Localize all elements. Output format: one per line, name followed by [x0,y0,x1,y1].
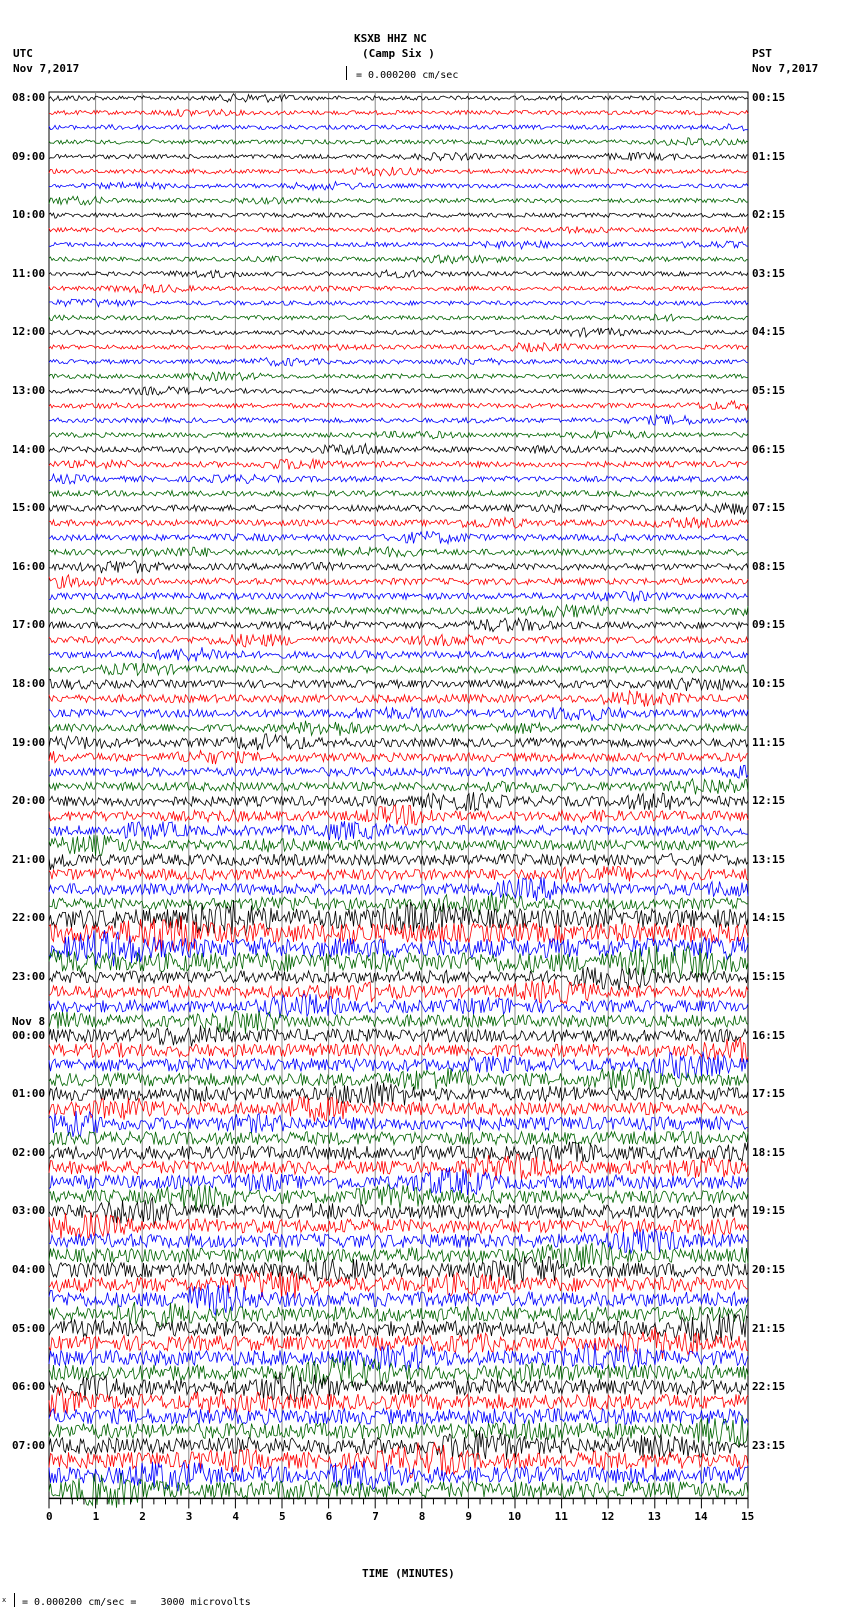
seismic-trace [49,474,748,484]
left-hour-label: 22:00 [12,911,46,925]
left-hour-label: 07:00 [12,1438,46,1452]
seismic-trace [49,152,748,160]
seismic-trace [49,967,748,990]
date-change-label: Nov 8 [12,1014,46,1028]
left-hour-label: 19:00 [12,735,46,749]
left-hour-label: 16:00 [12,559,46,573]
right-hour-label: 15:15 [752,970,786,983]
seismic-trace [49,1229,748,1253]
x-tick-label: 5 [279,1510,286,1524]
x-tick-label: 14 [694,1510,708,1524]
seismic-trace [49,835,748,857]
x-tick-label: 6 [325,1510,333,1524]
seismic-trace [49,401,748,410]
seismic-trace [49,1327,748,1359]
seismic-trace [49,634,748,647]
seismic-trace [49,765,748,778]
seismic-trace [49,866,748,883]
right-hour-label: 14:15 [752,911,786,925]
x-tick-label: 11 [554,1510,568,1524]
seismic-trace [49,531,748,544]
right-hour-label: 03:15 [752,266,786,280]
seismic-trace [49,1430,748,1460]
right-hour-label: 02:15 [752,208,786,222]
seismic-trace [49,213,748,218]
seismic-trace [49,1167,748,1195]
seismic-trace [49,358,748,366]
left-hour-label: 02:00 [12,1145,46,1159]
seismic-trace [49,663,748,676]
seismic-trace [49,314,748,321]
left-date: Nov 7,2017 [13,62,80,75]
x-tick-label: 3 [185,1510,193,1524]
scale-label: = 0.000200 cm/sec [356,70,459,81]
left-hour-label: 03:00 [12,1204,46,1218]
right-hour-label: 06:15 [752,442,786,456]
right-hour-label: 08:15 [752,559,786,573]
seismic-trace [49,877,748,901]
left-hour-label: 12:00 [12,325,46,339]
seismic-trace [49,299,748,307]
right-hour-label: 19:15 [752,1204,786,1218]
right-date: Nov 7,2017 [752,62,819,75]
seismic-trace [49,1443,748,1478]
seismic-trace [49,196,748,205]
right-hour-label: 01:15 [752,149,786,163]
seismic-trace [49,1131,748,1145]
seismic-trace [49,691,748,707]
left-hour-label: 23:00 [12,970,46,983]
seismic-trace [49,491,748,497]
seismic-trace [49,444,748,455]
left-timezone: UTC [13,47,33,60]
seismic-trace [49,618,748,632]
left-hour-label: 09:00 [12,149,46,163]
seismic-trace [49,994,748,1018]
right-hour-label: 13:15 [752,852,786,866]
right-hour-label: 16:15 [752,1028,786,1042]
right-hour-label: 05:15 [752,384,786,397]
seismic-trace [49,1409,748,1425]
seismic-trace [49,1011,748,1034]
seismic-trace [49,892,748,915]
seismic-trace [49,678,748,691]
seismic-trace [49,821,748,840]
x-tick-label: 2 [139,1510,146,1524]
right-hour-label: 00:15 [752,91,786,104]
right-hour-label: 22:15 [752,1380,786,1394]
seismic-trace [49,328,748,337]
left-hour-label: 14:00 [12,442,46,456]
seismic-trace [49,1357,748,1387]
left-hour-label: 08:00 [12,91,46,104]
right-hour-label: 12:15 [752,794,786,808]
x-tick-label: 13 [647,1510,662,1524]
x-tick-label: 4 [232,1510,240,1524]
seismic-trace [49,503,748,514]
seismic-trace [49,226,748,233]
right-hour-label: 18:15 [752,1145,786,1159]
seismic-trace [49,124,748,131]
seismic-trace [49,792,748,811]
seismic-trace [49,255,748,264]
x-tick-label: 0 [46,1510,53,1524]
seismic-trace [49,591,748,601]
left-hour-label: 00:00 [12,1028,46,1042]
right-hour-label: 10:15 [752,677,786,690]
seismic-trace [49,1111,748,1137]
station-title: KSXB HHZ NC [354,32,427,45]
right-hour-label: 09:15 [752,618,786,632]
footer-scale-bar-icon [14,1593,15,1607]
seismic-trace [49,1184,748,1210]
seismic-trace [49,138,748,146]
seismic-trace [49,343,748,352]
seismic-trace [49,854,748,870]
seismic-trace [49,94,748,103]
x-tick-label: 7 [372,1510,379,1524]
seismic-trace [49,430,748,439]
left-hour-label: 04:00 [12,1263,46,1276]
left-hour-label: 05:00 [12,1321,46,1335]
x-tick-label: 12 [601,1510,615,1524]
seismic-trace [49,561,748,574]
seismic-trace [49,270,748,278]
right-hour-label: 17:15 [752,1087,786,1101]
right-hour-label: 20:15 [752,1263,786,1276]
left-hour-label: 10:00 [12,208,46,222]
left-hour-label: 06:00 [12,1380,46,1394]
seismic-trace [49,415,748,425]
seismic-trace [49,751,748,765]
right-hour-label: 23:15 [752,1438,786,1452]
seismic-trace [49,182,748,191]
seismic-trace [49,1242,748,1269]
right-hour-label: 11:15 [752,735,786,749]
seismic-trace [49,604,748,617]
x-tick-label: 9 [465,1510,473,1524]
seismic-trace [49,372,748,381]
left-hour-label: 17:00 [12,618,46,632]
seismic-trace [49,721,748,736]
left-hour-label: 11:00 [12,266,46,280]
x-axis-label: TIME (MINUTES) [362,1567,455,1580]
seismic-trace [49,284,748,293]
seismic-trace [49,1415,748,1446]
seismic-trace [49,459,748,469]
seismic-trace [49,734,748,750]
left-hour-label: 18:00 [12,677,46,690]
left-hour-label: 20:00 [12,794,46,808]
left-hour-label: 21:00 [12,852,46,866]
seismic-trace [49,779,748,795]
right-hour-label: 07:15 [752,501,786,515]
seismic-trace [49,1037,748,1062]
seismic-trace [49,1271,748,1298]
seismic-trace [49,647,748,661]
seismic-trace [49,575,748,589]
x-tick-label: 8 [418,1510,426,1524]
x-tick-label: 10 [508,1510,522,1524]
left-hour-label: 15:00 [12,501,46,515]
seismic-trace [49,167,748,176]
right-hour-label: 04:15 [752,325,786,339]
seismic-trace [49,707,748,721]
footer-scale-note: = 0.000200 cm/sec = 3000 microvolts [22,1597,251,1608]
seismic-trace [49,1314,748,1344]
seismic-trace [49,1025,748,1046]
left-hour-label: 13:00 [12,384,46,397]
x-tick-label: 1 [92,1510,100,1524]
seismic-trace [49,241,748,249]
right-timezone: PST [752,47,772,60]
seismic-trace [49,109,748,117]
left-hour-label: 01:00 [12,1087,46,1101]
right-hour-label: 21:15 [752,1321,786,1335]
seismic-trace [49,805,748,826]
station-location: (Camp Six ) [362,47,435,60]
seismic-trace [49,547,748,557]
seismic-trace [49,387,748,396]
seismic-trace [49,517,748,528]
x-tick-label: 15 [741,1510,755,1524]
